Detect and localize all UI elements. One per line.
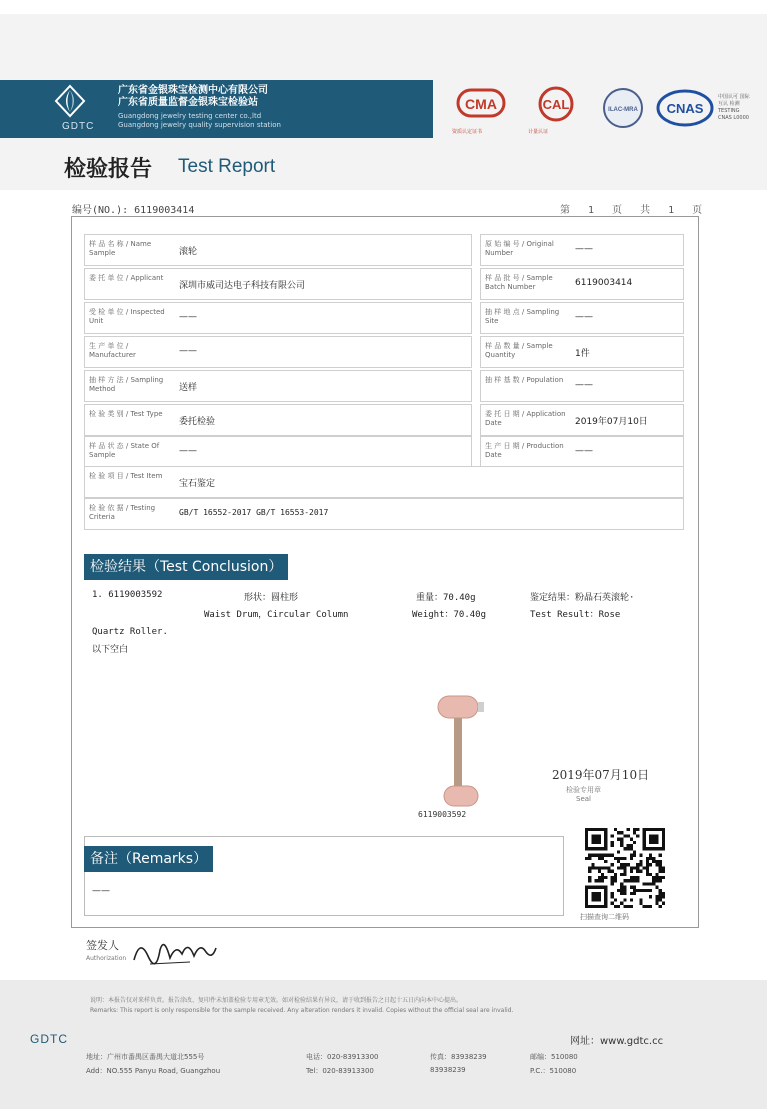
info-label: 样 品 批 号 / Sample Batch Number: [485, 274, 553, 291]
weight-cn: 重量：70.40g: [416, 593, 476, 603]
org-name-en: [118, 112, 281, 130]
test-item-value: 宝石鉴定: [179, 479, 216, 489]
footer-address-en: Add：NO.555 Panyu Road, Guangzhou: [86, 1067, 221, 1075]
sample-number: 1. 6119003592: [92, 590, 163, 600]
svg-text:CAL: CAL: [542, 97, 570, 112]
shape-cn: 形状：圆柱形: [244, 593, 299, 603]
result-en-2: Quartz Roller.: [92, 627, 168, 637]
info-row-right-0: [480, 234, 684, 266]
info-row-left-6: [84, 436, 472, 468]
footer-postcode-en: P.C.：510080: [530, 1067, 577, 1075]
logo-text: GDTC: [62, 121, 95, 132]
result-cn: 鉴定结果：粉晶石英滚轮·: [530, 593, 635, 603]
footer-website: 网址：www.gdtc.cc: [570, 1036, 664, 1047]
test-item-label: 检 验 项 目 / Test Item: [89, 472, 163, 480]
info-row-left-0: [84, 234, 472, 266]
info-label: 生 产 日 期 / Production Date: [485, 442, 564, 459]
info-row-right-3: [480, 336, 684, 368]
svg-text:CNAS: CNAS: [666, 101, 704, 116]
gdtc-logo-icon: [52, 84, 88, 118]
info-label: 样 品 数 量 / Sample Quantity: [485, 342, 553, 359]
footer-fax-en: 83938239: [430, 1066, 466, 1074]
handwritten-signature: [130, 930, 220, 972]
info-value: ——: [575, 244, 593, 254]
stamp-label: [566, 786, 601, 804]
cma-label: 资质认定证书: [452, 129, 483, 135]
footer-logo: GDTC: [30, 1032, 68, 1046]
report-title-cn: 检验报告: [64, 156, 153, 182]
stamp-label-en: Seal: [576, 795, 591, 803]
info-value: ——: [179, 346, 197, 356]
page-indicator: 第 1 页 共 1 页: [560, 205, 703, 216]
info-row-left-4: [84, 370, 472, 402]
test-basis-value: GB/T 16552-2017 GB/T 16553-2017: [179, 508, 329, 517]
footer-address-cn: 地址：广州市番禺区番禺大道北555号: [86, 1053, 205, 1061]
qr-caption: 扫描查询二维码: [580, 913, 629, 921]
info-value: ——: [575, 380, 593, 390]
result-en: Test Result：Rose: [530, 610, 621, 620]
org-name-cn-1: 广东省金银珠宝检测中心有限公司: [118, 85, 268, 96]
info-value: 滚轮: [179, 247, 198, 257]
info-row-left-5: [84, 404, 472, 436]
info-label: 抽 样 方 法 / Sampling Method: [89, 376, 164, 393]
report-number: 编号(NO.): 6119003414: [72, 205, 195, 216]
test-basis-row: [84, 498, 684, 530]
svg-text:CMA: CMA: [465, 96, 497, 112]
report-title-en: Test Report: [178, 156, 276, 177]
info-row-left-1: [84, 268, 472, 300]
info-label: 委 托 日 期 / Application Date: [485, 410, 566, 427]
footer-tel: 电话：020-83913300: [306, 1053, 379, 1061]
signer-label-cn: 签发人: [86, 939, 119, 952]
info-value: 委托检验: [179, 417, 216, 427]
sample-photo-roller: [430, 690, 490, 810]
remarks-value: ——: [92, 886, 110, 896]
info-label: 受 检 单 位 / Inspected Unit: [89, 308, 165, 325]
cnas-logo-icon: [656, 86, 714, 130]
weight-en: Weight：70.40g: [412, 610, 487, 620]
end-note: 以下空白: [92, 645, 129, 655]
svg-text:ILAC-MRA: ILAC-MRA: [608, 107, 638, 113]
footer-note: [90, 996, 690, 1016]
info-value: 1件: [575, 349, 590, 359]
footer-postcode: 邮编：510080: [530, 1053, 578, 1061]
info-row-right-4: [480, 370, 684, 402]
info-value: ——: [179, 446, 197, 456]
info-value: ——: [179, 312, 197, 322]
sign-date: 2019年07月10日: [552, 768, 650, 782]
cal-logo-icon: [528, 86, 584, 126]
info-label: 样 品 名 称 / Name Sample: [89, 240, 152, 257]
qr-code-icon: [585, 828, 665, 908]
info-label: 委 托 单 位 / Applicant: [89, 274, 164, 282]
certification-logos: [452, 86, 757, 138]
footer-fax: 传真：83938239: [430, 1053, 487, 1061]
info-label: 检 验 类 别 / Test Type: [89, 410, 163, 418]
info-row-left-2: [84, 302, 472, 334]
cnas-label: 中国认可 国际互认 检测 TESTING CNAS L0000: [718, 94, 750, 121]
info-value: 深圳市威司达电子科技有限公司: [179, 281, 306, 291]
footer-note-en: Remarks: This report is only responsible for the sample received. Any alteration renders it invalid. Copies without the official seal are invalid.: [90, 1007, 514, 1014]
info-row-right-6: [480, 436, 684, 468]
info-row-right-5: [480, 404, 684, 436]
stamp-label-cn: 检验专用章: [566, 786, 601, 794]
info-row-right-1: [480, 268, 684, 300]
signer-label-en: Authorization: [86, 955, 127, 962]
info-value: 6119003414: [575, 278, 633, 288]
info-value: 送样: [179, 383, 198, 393]
info-label: 原 始 编 号 / Original Number: [485, 240, 554, 257]
info-row-right-2: [480, 302, 684, 334]
info-value: 2019年07月10日: [575, 417, 648, 427]
test-basis-label: 检 验 依 据 / Testing Criteria: [89, 504, 156, 521]
sample-photo-id: 6119003592: [418, 810, 467, 819]
conclusion-heading: 检验结果（Test Conclusion）: [84, 554, 288, 580]
cma-logo-icon: [452, 86, 510, 126]
footer-tel-en: Tel：020-83913300: [306, 1067, 374, 1075]
test-item-row: [84, 466, 684, 498]
info-value: ——: [575, 312, 593, 322]
info-row-left-3: [84, 336, 472, 368]
info-value: ——: [575, 446, 593, 456]
info-label: 抽 样 基 数 / Population: [485, 376, 564, 384]
remarks-heading: 备注（Remarks）: [84, 846, 213, 872]
ilac-logo-icon: [598, 86, 648, 130]
org-name-en-2: Guangdong jewelry quality supervision station: [118, 121, 281, 129]
info-label: 生 产 单 位 / Manufacturer: [89, 342, 136, 359]
org-name-en-1: Guangdong jewelry testing center co.,ltd: [118, 112, 262, 120]
info-label: 样 品 状 态 / State Of Sample: [89, 442, 160, 459]
info-label: 抽 样 地 点 / Sampling Site: [485, 308, 560, 325]
shape-en: Waist Drum，Circular Column: [204, 610, 349, 620]
footer-note-cn: 说明：本报告仅对来样负责。报告涂改、复印件未加盖检验专用章无效。如对检验结果有异议，请于收到报告之日起十五日内向本中心提出。: [90, 997, 463, 1004]
cal-label: 计量认证: [528, 129, 549, 135]
org-name-cn-2: 广东省质量监督金银珠宝检验站: [118, 97, 258, 108]
org-name-cn: [118, 85, 268, 109]
